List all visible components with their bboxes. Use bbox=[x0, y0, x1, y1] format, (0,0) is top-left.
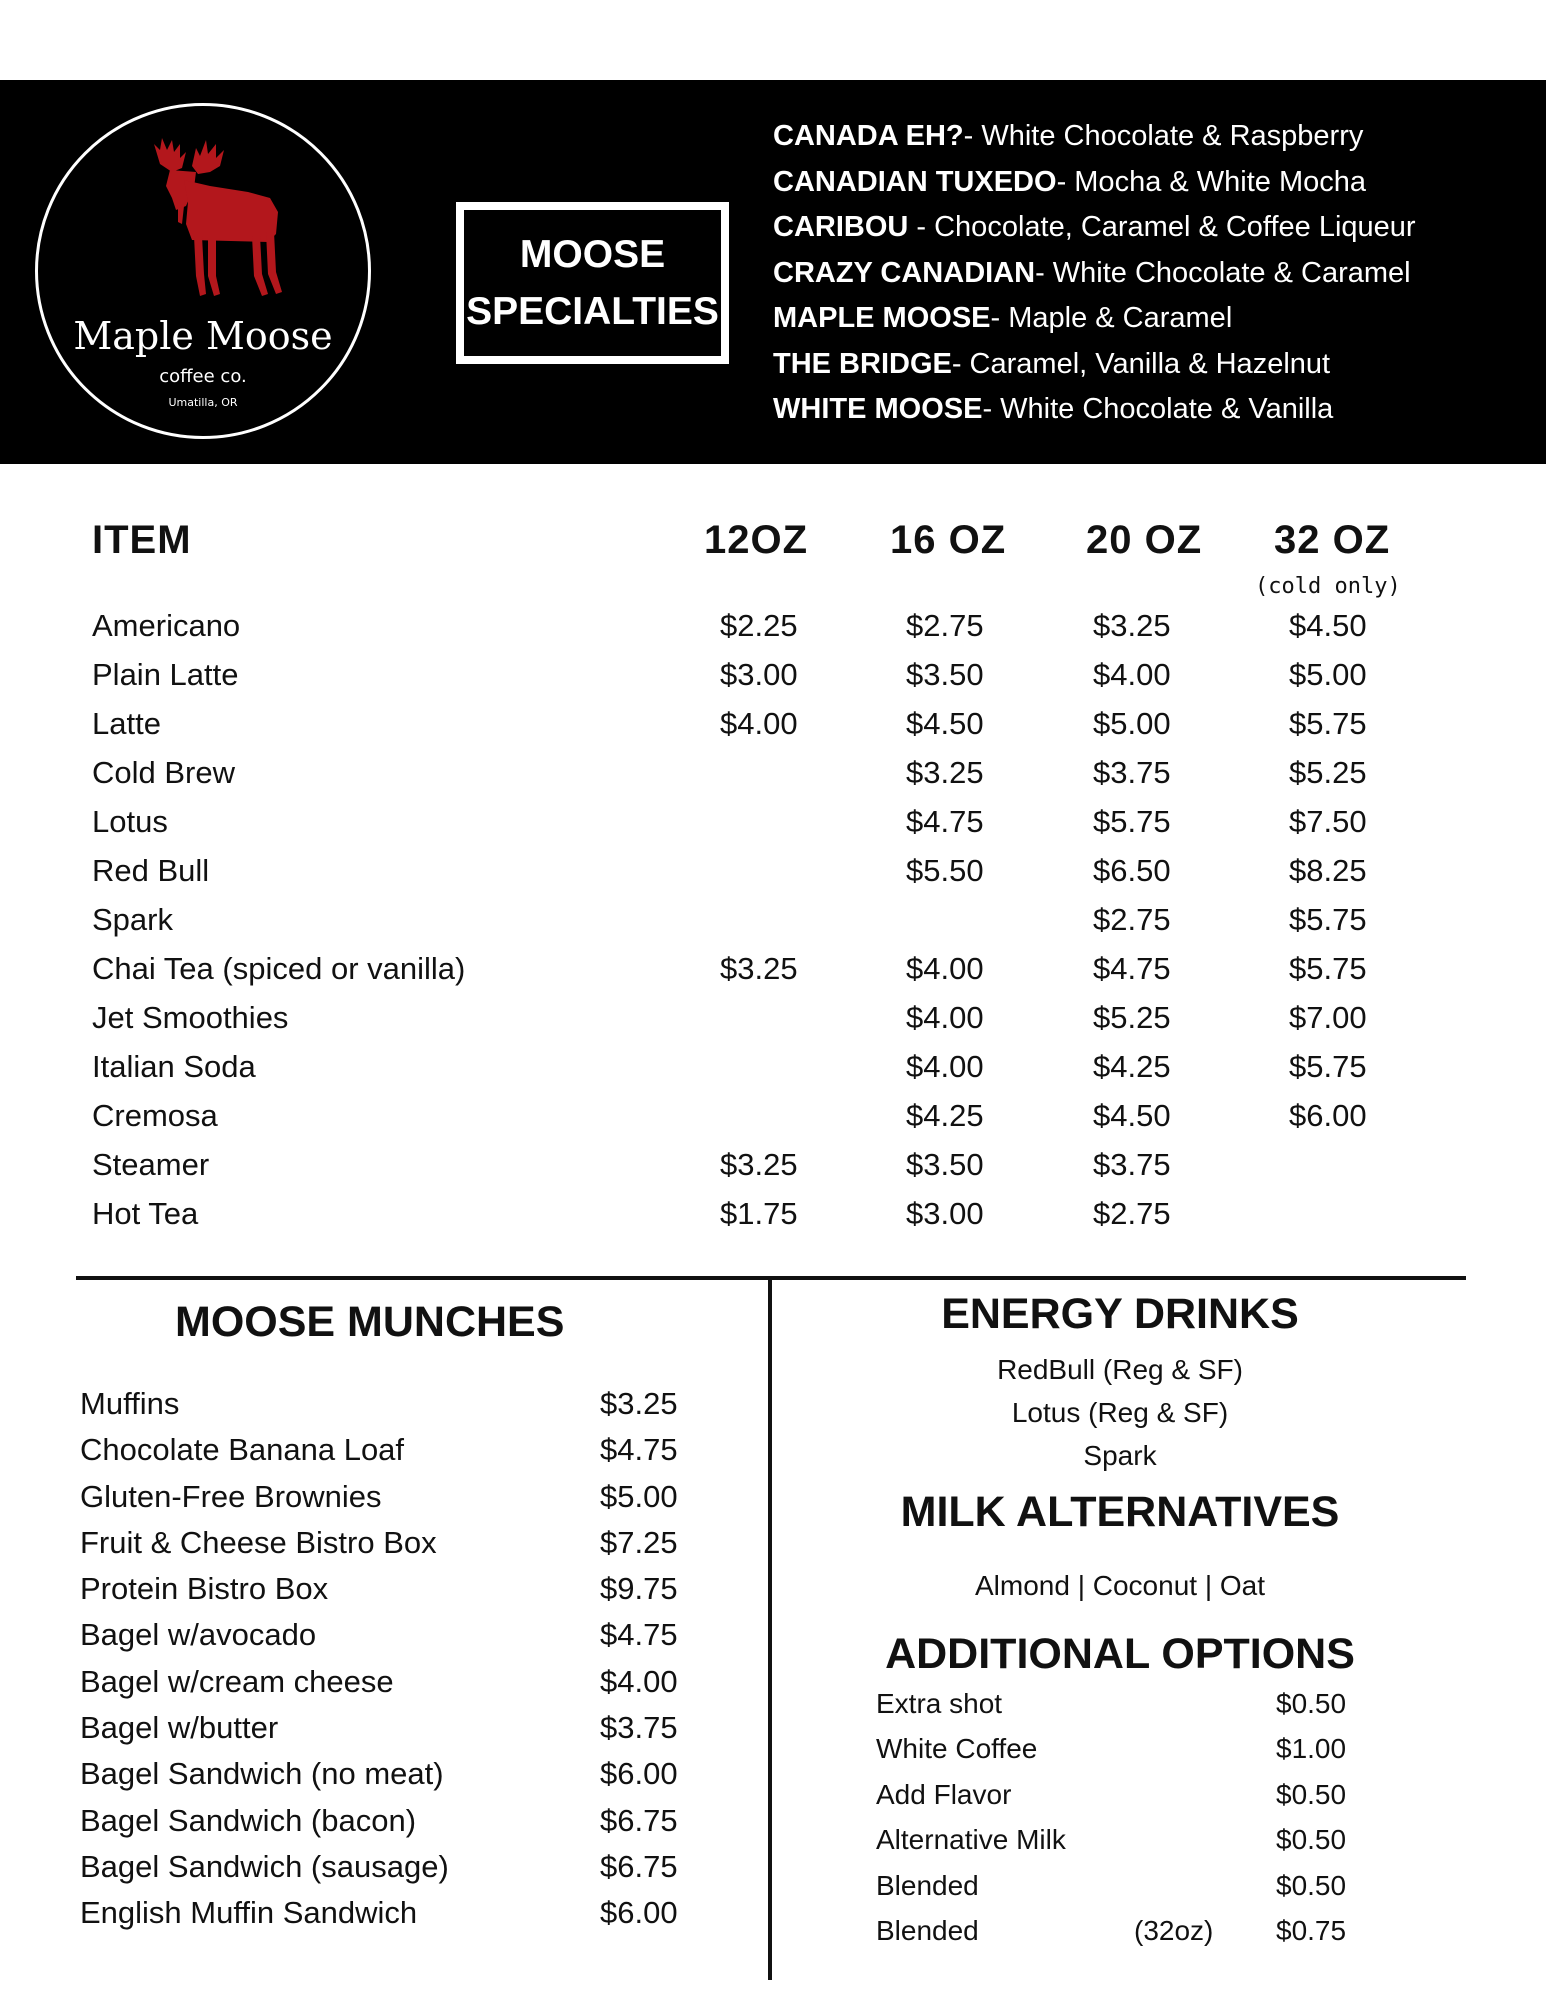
table-row bbox=[0, 853, 1546, 902]
munches-title: MOOSE MUNCHES bbox=[175, 1298, 565, 1346]
specialty-item: CARIBOU - Chocolate, Caramel & Coffee Liqueur bbox=[773, 211, 1416, 243]
munch-price: $6.00 bbox=[600, 1895, 678, 1931]
price-cell: $5.25 bbox=[1289, 755, 1367, 790]
price-cell: $5.75 bbox=[1289, 1049, 1367, 1084]
specialty-item: THE BRIDGE- Caramel, Vanilla & Hazelnut bbox=[773, 347, 1331, 380]
munch-name: Protein Bistro Box bbox=[80, 1571, 329, 1607]
list-item bbox=[80, 1710, 700, 1756]
divider-vertical bbox=[768, 1280, 772, 1980]
item-name: Lotus bbox=[92, 804, 168, 839]
list-item bbox=[876, 1688, 1376, 1733]
price-cell: $2.75 bbox=[1093, 1196, 1171, 1231]
munch-name: Bagel w/avocado bbox=[80, 1617, 317, 1653]
item-name: Americano bbox=[92, 608, 241, 643]
price-cell: $5.75 bbox=[1289, 706, 1367, 741]
option-name: Extra shot bbox=[876, 1688, 1003, 1719]
munch-name: Muffins bbox=[80, 1386, 180, 1421]
header-16oz: 16 OZ bbox=[890, 518, 1007, 562]
price-cell: $4.75 bbox=[1093, 951, 1171, 986]
header-12oz: 12OZ bbox=[704, 518, 809, 562]
price-cell: $5.25 bbox=[1093, 1000, 1171, 1035]
price-cell: $4.00 bbox=[1093, 657, 1171, 692]
specialties-title-line2: SPECIALTIES bbox=[466, 290, 719, 333]
list-item bbox=[876, 1733, 1376, 1778]
table-row bbox=[0, 1049, 1546, 1098]
item-name: Plain Latte bbox=[92, 657, 239, 692]
energy-item: Lotus (Reg & SF) bbox=[1011, 1397, 1229, 1428]
price-cell: $3.25 bbox=[720, 951, 798, 986]
price-cell: $3.50 bbox=[906, 1147, 984, 1182]
table-row bbox=[0, 1098, 1546, 1147]
milk-title: MILK ALTERNATIVES bbox=[900, 1488, 1340, 1536]
energy-item: Spark bbox=[1083, 1440, 1157, 1471]
price-cell: $4.50 bbox=[906, 706, 984, 741]
specialties-title-box bbox=[456, 202, 729, 364]
price-cell: $3.75 bbox=[1093, 1147, 1171, 1182]
price-cell: $5.00 bbox=[1093, 706, 1171, 741]
specialty-item: CANADA EH?- White Chocolate & Raspberry bbox=[773, 120, 1364, 152]
munch-price: $6.75 bbox=[600, 1848, 678, 1884]
item-name: Hot Tea bbox=[92, 1196, 199, 1231]
option-name: Blended bbox=[876, 1914, 979, 1946]
specialty-item: CANADIAN TUXEDO- Mocha & White Mocha bbox=[773, 165, 1367, 198]
price-cell: $5.75 bbox=[1289, 902, 1367, 937]
option-name: Alternative Milk bbox=[876, 1824, 1066, 1856]
list-item bbox=[876, 1915, 1376, 1960]
price-cell: $3.25 bbox=[906, 755, 984, 790]
specialty-item: CRAZY CANADIAN- White Chocolate & Caramel bbox=[773, 256, 1411, 289]
price-cell: $4.00 bbox=[906, 1049, 984, 1084]
price-table bbox=[0, 608, 1546, 1245]
table-row bbox=[0, 804, 1546, 853]
munch-price: $4.75 bbox=[600, 1432, 678, 1468]
header-32oz: 32 OZ bbox=[1274, 518, 1391, 562]
option-name: White Coffee bbox=[876, 1733, 1038, 1765]
munch-name: Bagel Sandwich (sausage) bbox=[80, 1848, 449, 1884]
price-cell: $3.25 bbox=[1093, 608, 1171, 643]
price-cell: $4.00 bbox=[720, 706, 798, 741]
price-cell: $4.50 bbox=[1289, 608, 1367, 643]
list-item bbox=[80, 1386, 700, 1432]
price-cell: $4.00 bbox=[906, 951, 984, 986]
option-price: $0.50 bbox=[1276, 1688, 1347, 1719]
table-row bbox=[0, 1147, 1546, 1196]
specialties-list bbox=[773, 114, 1533, 433]
item-name: Spark bbox=[92, 902, 173, 937]
table-row bbox=[0, 1000, 1546, 1049]
specialty-item: WHITE MOOSE- White Chocolate & Vanilla bbox=[773, 393, 1334, 425]
header-banner bbox=[0, 80, 1546, 464]
option-name: Blended bbox=[876, 1869, 979, 1901]
list-item bbox=[80, 1525, 700, 1571]
munch-name: English Muffin Sandwich bbox=[80, 1895, 418, 1931]
list-item bbox=[80, 1849, 700, 1895]
header-item: ITEM bbox=[92, 518, 192, 562]
munch-price: $5.00 bbox=[600, 1478, 678, 1514]
item-name: Cremosa bbox=[92, 1098, 218, 1133]
logo-name: Maple Moose bbox=[73, 314, 333, 358]
munch-name: Bagel w/cream cheese bbox=[80, 1663, 394, 1699]
munch-price: $4.75 bbox=[600, 1617, 678, 1653]
price-cell: $5.75 bbox=[1093, 804, 1171, 839]
table-row bbox=[0, 706, 1546, 755]
munch-price: $7.25 bbox=[600, 1524, 678, 1560]
price-cell: $3.25 bbox=[720, 1147, 798, 1182]
list-item bbox=[80, 1617, 700, 1663]
list-item bbox=[876, 1824, 1376, 1869]
munch-price: $3.25 bbox=[600, 1386, 678, 1421]
item-name: Red Bull bbox=[92, 853, 210, 888]
table-row bbox=[0, 902, 1546, 951]
price-cell: $5.00 bbox=[1289, 657, 1367, 692]
price-cell: $6.00 bbox=[1289, 1098, 1367, 1133]
list-item bbox=[80, 1479, 700, 1525]
munch-price: $3.75 bbox=[600, 1710, 678, 1746]
munch-price: $9.75 bbox=[600, 1571, 678, 1607]
price-cell: $7.50 bbox=[1289, 804, 1367, 839]
moose-icon bbox=[120, 136, 290, 306]
specialties-title-line1: MOOSE bbox=[519, 233, 666, 276]
item-name: Chai Tea (spiced or vanilla) bbox=[92, 951, 466, 986]
price-cell: $2.75 bbox=[906, 608, 984, 643]
item-name: Italian Soda bbox=[92, 1049, 256, 1084]
option-name: Add Flavor bbox=[876, 1778, 1012, 1810]
price-cell: $4.00 bbox=[906, 1000, 984, 1035]
logo bbox=[35, 103, 371, 439]
logo-location: Umatilla, OR bbox=[168, 396, 238, 409]
list-item bbox=[80, 1432, 700, 1478]
price-cell: $5.50 bbox=[906, 853, 984, 888]
price-cell: $3.00 bbox=[906, 1196, 984, 1231]
energy-title: ENERGY DRINKS bbox=[941, 1290, 1299, 1338]
option-price: $0.75 bbox=[1276, 1914, 1347, 1946]
munch-name: Bagel w/butter bbox=[80, 1710, 279, 1746]
price-cell: $4.25 bbox=[906, 1098, 984, 1133]
munch-name: Bagel Sandwich (no meat) bbox=[80, 1756, 444, 1792]
price-cell: $4.75 bbox=[906, 804, 984, 839]
list-item bbox=[80, 1571, 700, 1617]
energy-item: RedBull (Reg & SF) bbox=[997, 1354, 1243, 1385]
price-cell: $5.75 bbox=[1289, 951, 1367, 986]
munch-price: $6.00 bbox=[600, 1756, 678, 1792]
list-item bbox=[80, 1756, 700, 1802]
option-note: (32oz) bbox=[1134, 1914, 1214, 1946]
item-name: Cold Brew bbox=[92, 755, 235, 790]
munch-name: Chocolate Banana Loaf bbox=[80, 1432, 405, 1468]
options-title: ADDITIONAL OPTIONS bbox=[885, 1630, 1355, 1678]
price-cell: $1.75 bbox=[720, 1196, 798, 1231]
list-item bbox=[876, 1870, 1376, 1915]
munch-name: Fruit & Cheese Bistro Box bbox=[80, 1524, 437, 1560]
options-list bbox=[876, 1688, 1376, 1960]
list-item bbox=[80, 1664, 700, 1710]
munches-list bbox=[80, 1386, 700, 1942]
price-cell: $3.75 bbox=[1093, 755, 1171, 790]
price-cell: $4.25 bbox=[1093, 1049, 1171, 1084]
price-cell: $3.50 bbox=[906, 657, 984, 692]
price-cell: $4.50 bbox=[1093, 1098, 1171, 1133]
header-20oz: 20 OZ bbox=[1086, 518, 1203, 562]
munch-price: $6.75 bbox=[600, 1802, 678, 1838]
cold-only-note: (cold only) bbox=[1255, 574, 1401, 599]
munch-price: $4.00 bbox=[600, 1663, 678, 1699]
item-name: Jet Smoothies bbox=[92, 1000, 289, 1035]
option-price: $0.50 bbox=[1276, 1869, 1347, 1901]
option-price: $0.50 bbox=[1276, 1824, 1347, 1856]
logo-subtitle: coffee co. bbox=[159, 366, 247, 387]
table-row bbox=[0, 755, 1546, 804]
price-cell: $6.50 bbox=[1093, 853, 1171, 888]
milk-options: Almond | Coconut | Oat bbox=[974, 1570, 1266, 1601]
table-row bbox=[0, 657, 1546, 706]
option-price: $1.00 bbox=[1276, 1733, 1347, 1765]
price-cell: $2.75 bbox=[1093, 902, 1171, 937]
list-item bbox=[80, 1895, 700, 1941]
munch-name: Gluten-Free Brownies bbox=[80, 1478, 382, 1514]
list-item bbox=[876, 1779, 1376, 1824]
specialty-item: MAPLE MOOSE- Maple & Caramel bbox=[773, 302, 1233, 334]
table-row bbox=[0, 608, 1546, 657]
munch-name: Bagel Sandwich (bacon) bbox=[80, 1802, 417, 1838]
price-cell: $2.25 bbox=[720, 608, 798, 643]
price-cell: $8.25 bbox=[1289, 853, 1367, 888]
table-row bbox=[0, 1196, 1546, 1245]
price-cell: $3.00 bbox=[720, 657, 798, 692]
item-name: Latte bbox=[92, 706, 161, 741]
list-item bbox=[80, 1803, 700, 1849]
table-row bbox=[0, 951, 1546, 1000]
item-name: Steamer bbox=[92, 1147, 210, 1182]
option-price: $0.50 bbox=[1276, 1778, 1347, 1810]
price-cell: $7.00 bbox=[1289, 1000, 1367, 1035]
